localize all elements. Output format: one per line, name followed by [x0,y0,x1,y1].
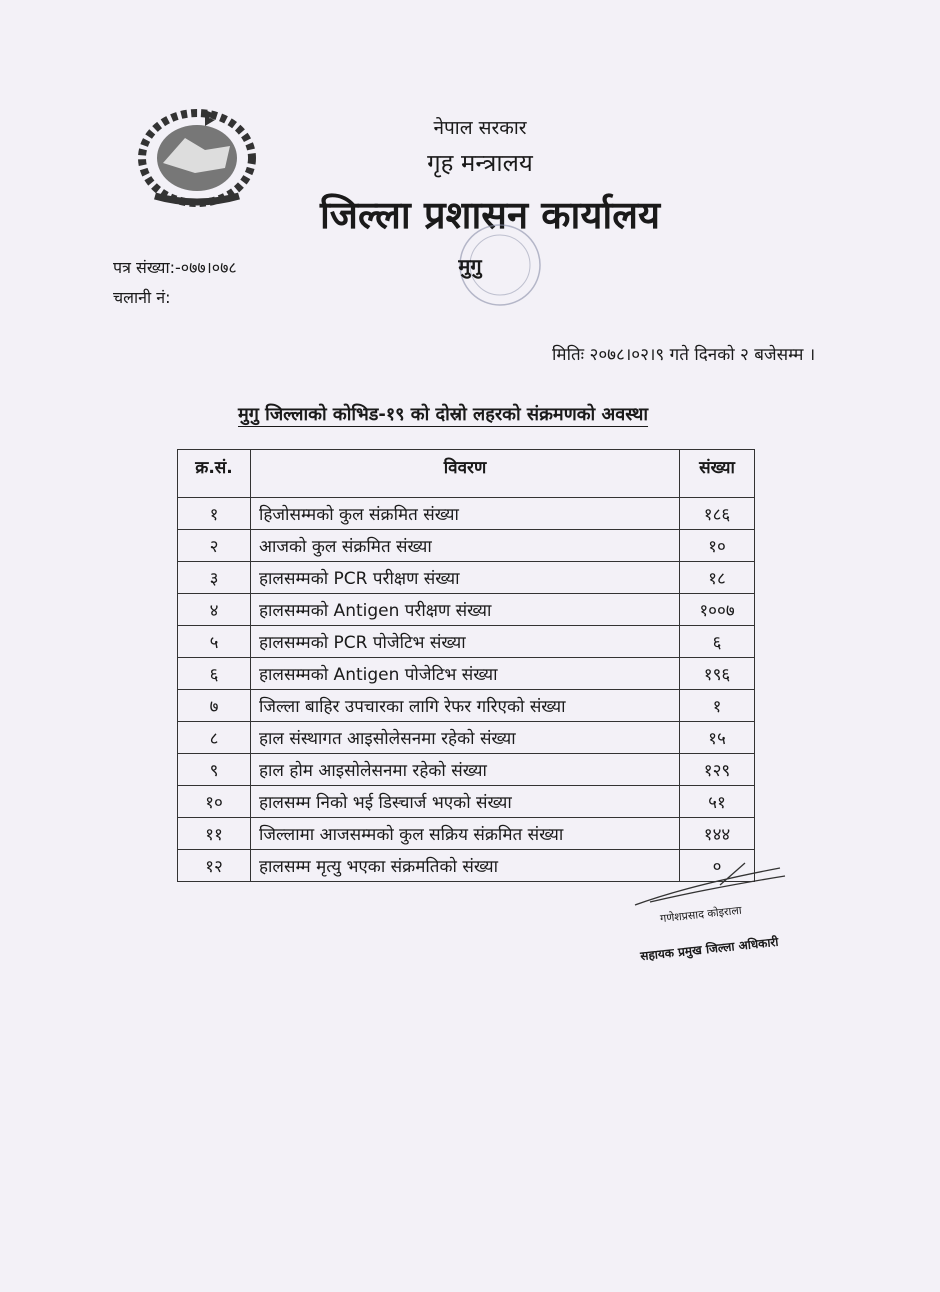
serial-cell: १२ [178,850,251,882]
header-serial: क्र.सं. [178,450,251,498]
description-cell: हालसम्मको Antigen परीक्षण संख्या [251,594,680,626]
count-cell: १९६ [680,658,755,690]
covid-status-table [177,449,755,882]
description-cell: जिल्लामा आजसम्मको कुल सक्रिय संक्रमित संख्या [251,818,680,850]
serial-cell: ४ [178,594,251,626]
count-cell: १२९ [680,754,755,786]
government-name: नेपाल सरकार [433,117,527,139]
count-cell: ५१ [680,786,755,818]
header-description: विवरण [251,450,680,498]
table-header-row [178,450,755,498]
signatory-name: गणेशप्रसाद कोइराला [659,903,743,926]
district-name: मुगु [458,254,482,278]
count-cell: १४४ [680,818,755,850]
letter-number: पत्र संख्या:-०७७।०७८ [113,258,237,277]
document-title: मुगु जिल्लाको कोभिड-१९ को दोस्रो लहरको संक्रमणको अवस्था [238,404,649,425]
table-row [178,754,755,786]
serial-cell: ८ [178,722,251,754]
table-row [178,626,755,658]
count-cell: ० [680,850,755,882]
table-row [178,658,755,690]
table-row [178,594,755,626]
serial-cell: ११ [178,818,251,850]
description-cell: हाल होम आइसोलेसनमा रहेको संख्या [251,754,680,786]
description-cell: हिजोसम्मको कुल संक्रमित संख्या [251,498,680,530]
header-count: संख्या [680,450,755,498]
serial-cell: ५ [178,626,251,658]
table-row [178,498,755,530]
count-cell: ६ [680,626,755,658]
description-cell: आजको कुल संक्रमित संख्या [251,530,680,562]
signatory-designation: सहायक प्रमुख जिल्ला अधिकारी [639,934,780,964]
count-cell: १ [680,690,755,722]
serial-cell: ७ [178,690,251,722]
dispatch-number: चलानी नं: [113,288,171,307]
table-row [178,562,755,594]
document-date: मितिः २०७८।०२।९ गते दिनको २ बजेसम्म । [552,345,816,365]
ministry-name: गृह मन्त्रालय [427,149,533,177]
table-row [178,690,755,722]
description-cell: हाल संस्थागत आइसोलेसनमा रहेको संख्या [251,722,680,754]
serial-cell: ६ [178,658,251,690]
table-row [178,722,755,754]
table-row [178,818,755,850]
description-cell: जिल्ला बाहिर उपचारका लागि रेफर गरिएको संख्या [251,690,680,722]
nepal-emblem-icon [135,108,260,208]
count-cell: १००७ [680,594,755,626]
table-row [178,786,755,818]
office-name: जिल्ला प्रशासन कार्यालय [319,193,661,237]
description-cell: हालसम्मको PCR पोजेटिभ संख्या [251,626,680,658]
description-cell: हालसम्म निको भई डिस्चार्ज भएको संख्या [251,786,680,818]
description-cell: हालसम्म मृत्यु भएका संक्रमतिको संख्या [251,850,680,882]
count-cell: १८६ [680,498,755,530]
description-cell: हालसम्मको Antigen पोजेटिभ संख्या [251,658,680,690]
description-cell: हालसम्मको PCR परीक्षण संख्या [251,562,680,594]
table-row [178,530,755,562]
count-cell: १० [680,530,755,562]
serial-cell: ९ [178,754,251,786]
signature [630,860,790,910]
serial-cell: १० [178,786,251,818]
serial-cell: २ [178,530,251,562]
count-cell: १८ [680,562,755,594]
serial-cell: १ [178,498,251,530]
serial-cell: ३ [178,562,251,594]
count-cell: १५ [680,722,755,754]
